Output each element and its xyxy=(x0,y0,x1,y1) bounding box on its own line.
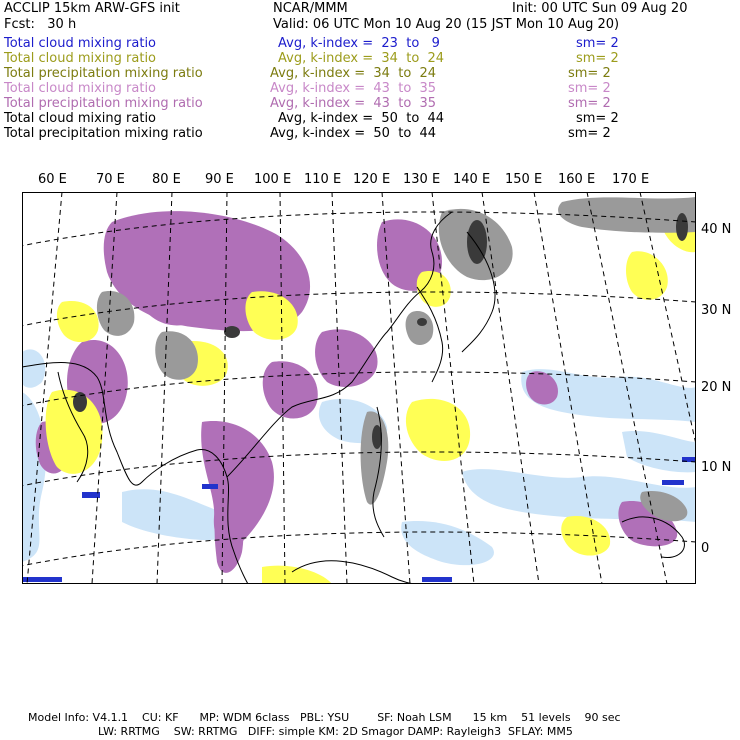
field-sm-7: sm= 2 xyxy=(568,126,611,141)
product-title: ACCLIP 15km ARW-GFS init xyxy=(4,1,180,16)
model-info-line1: Model Info: V4.1.1 CU: KF MP: WDM 6class PBL: YSU SF: Noah LSM 15 km 51 levels 90 sec xyxy=(28,711,621,724)
lat-label: 10 N xyxy=(701,460,732,475)
field-sm-2: sm= 2 xyxy=(576,51,619,66)
lat-label: 20 N xyxy=(701,380,732,395)
lat-label: 30 N xyxy=(701,303,732,318)
lon-label: 60 E xyxy=(38,172,67,187)
forecast-hour: Fcst: 30 h xyxy=(4,17,77,32)
forecast-map xyxy=(22,192,696,584)
lon-label: 80 E xyxy=(152,172,181,187)
lon-label: 120 E xyxy=(353,172,391,187)
lon-label: 170 E xyxy=(612,172,650,187)
field-name-2: Total cloud mixing ratio xyxy=(4,51,157,66)
field-name-5: Total precipitation mixing ratio xyxy=(4,96,203,111)
lon-label: 150 E xyxy=(505,172,543,187)
field-sm-5: sm= 2 xyxy=(568,96,611,111)
lon-label: 90 E xyxy=(205,172,234,187)
lon-label: 70 E xyxy=(96,172,125,187)
lat-label: 40 N xyxy=(701,222,732,237)
field-avg-4: Avg, k-index = 43 to 35 xyxy=(270,81,437,96)
field-name-1: Total cloud mixing ratio xyxy=(4,36,157,51)
field-avg-3: Avg, k-index = 34 to 24 xyxy=(270,66,437,81)
init-time: Init: 00 UTC Sun 09 Aug 20 xyxy=(512,1,688,16)
field-sm-4: sm= 2 xyxy=(568,81,611,96)
field-avg-7: Avg, k-index = 50 to 44 xyxy=(270,126,437,141)
valid-time: Valid: 06 UTC Mon 10 Aug 20 (15 JST Mon 10 Aug 20) xyxy=(273,17,620,32)
lon-label: 100 E xyxy=(254,172,292,187)
field-sm-1: sm= 2 xyxy=(576,36,619,51)
field-avg-1: Avg, k-index = 23 to 9 xyxy=(278,36,440,51)
field-avg-2: Avg, k-index = 34 to 24 xyxy=(278,51,445,66)
field-name-7: Total precipitation mixing ratio xyxy=(4,126,203,141)
lat-label: 0 xyxy=(701,541,710,556)
center-name: NCAR/MMM xyxy=(273,1,348,16)
lon-label: 130 E xyxy=(403,172,441,187)
field-sm-3: sm= 2 xyxy=(568,66,611,81)
lon-label: 110 E xyxy=(304,172,342,187)
field-avg-5: Avg, k-index = 43 to 35 xyxy=(270,96,437,111)
field-name-3: Total precipitation mixing ratio xyxy=(4,66,203,81)
field-avg-6: Avg, k-index = 50 to 44 xyxy=(278,111,445,126)
field-name-6: Total cloud mixing ratio xyxy=(4,111,157,126)
lon-label: 140 E xyxy=(453,172,491,187)
model-info-line2: LW: RRTMG SW: RRTMG DIFF: simple KM: 2D Smagor DAMP: Rayleigh3 SFLAY: MM5 xyxy=(98,725,573,738)
field-sm-6: sm= 2 xyxy=(576,111,619,126)
lon-label: 160 E xyxy=(558,172,596,187)
field-name-4: Total cloud mixing ratio xyxy=(4,81,157,96)
